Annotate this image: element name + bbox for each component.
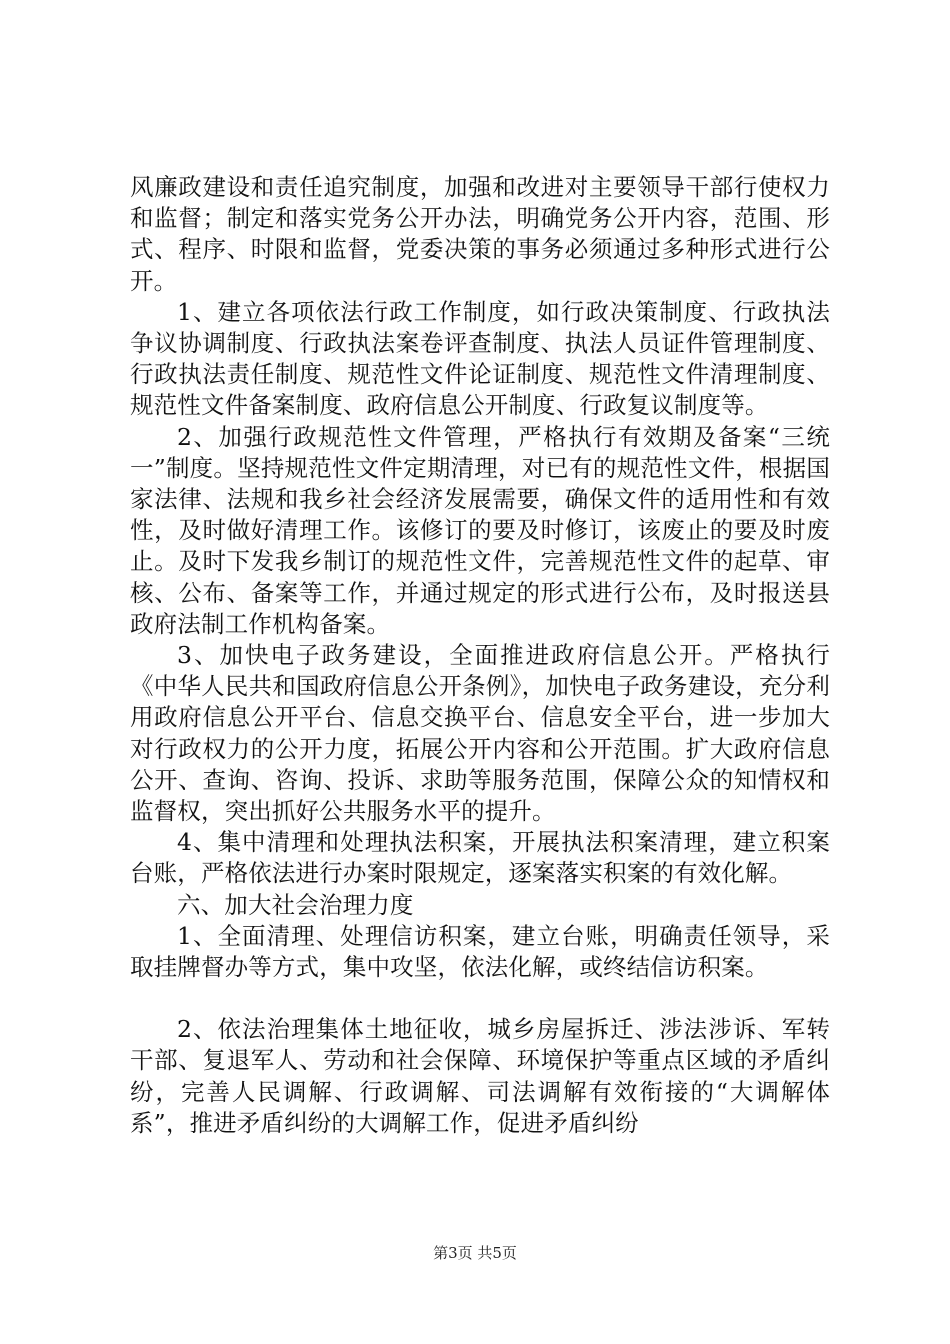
paragraph-item-2: 2、加强行政规范性文件管理，严格执行有效期及备案“三统一”制度。坚持规范性文件定期清理，对已有的规范性文件，根据国家法律、法规和我乡社会经济发展需要，确保文件的适用性和有效性，及时做好清理工作。该修订的要及时修订，该废止的要及时废止。及时下发我乡制订的规范性文件，完善规范性文件的起草、审核、公布、备案等工作，并通过规定的形式进行公布，及时报送县政府法制工作机构备案。 (130, 422, 830, 638)
document-body (130, 172, 830, 1139)
paragraph-item-1: 1、建立各项依法行政工作制度，如行政决策制度、行政执法争议协调制度、行政执法案卷评查制度、执法人员证件管理制度、行政执法责任制度、规范性文件论证制度、规范性文件清理制度、规范性文件备案制度、政府信息公开制度、行政复议制度等。 (130, 297, 830, 420)
paragraph-section6-item-1: 1、全面清理、处理信访积案，建立台账，明确责任领导，采取挂牌督办等方式，集中攻坚，依法化解，或终结信访积案。 (130, 921, 830, 982)
paragraph-continuation: 风廉政建设和责任追究制度，加强和改进对主要领导干部行使权力和监督；制定和落实党务公开办法，明确党务公开内容，范围、形式、程序、时限和监督，党委决策的事务必须通过多种形式进行公开。 (130, 173, 830, 295)
paragraph-item-3: 3、加快电子政务建设，全面推进政府信息公开。严格执行《中华人民共和国政府信息公开条例》，加快电子政务建设，充分利用政府信息公开平台、信息交换平台、信息安全平台，进一步加大对行政权力的公开力度，拓展公开内容和公开范围。扩大政府信息公开、查询、咨询、投诉、求助等服务范围，保障公众的知情权和监督权，突出抓好公共服务水平的提升。 (130, 641, 830, 826)
paragraph-item-4: 4、集中清理和处理执法积案，开展执法积案清理，建立积案台账，严格依法进行办案时限规定，逐案落实积案的有效化解。 (130, 828, 830, 888)
page-number-footer: 第3页 共5页 (433, 1244, 517, 1262)
section-heading-6: 六、加大社会治理力度 (177, 890, 414, 919)
blank-line (130, 983, 830, 1014)
paragraph-section6-item-2: 2、依法治理集体土地征收，城乡房屋拆迁、涉法涉诉、军转干部、复退军人、劳动和社会保障、环境保护等重点区域的矛盾纠纷，完善人民调解、行政调解、司法调解有效衔接的“大调解体系”，推进矛盾纠纷的大调解工作，促进矛盾纠纷 (130, 1015, 830, 1137)
